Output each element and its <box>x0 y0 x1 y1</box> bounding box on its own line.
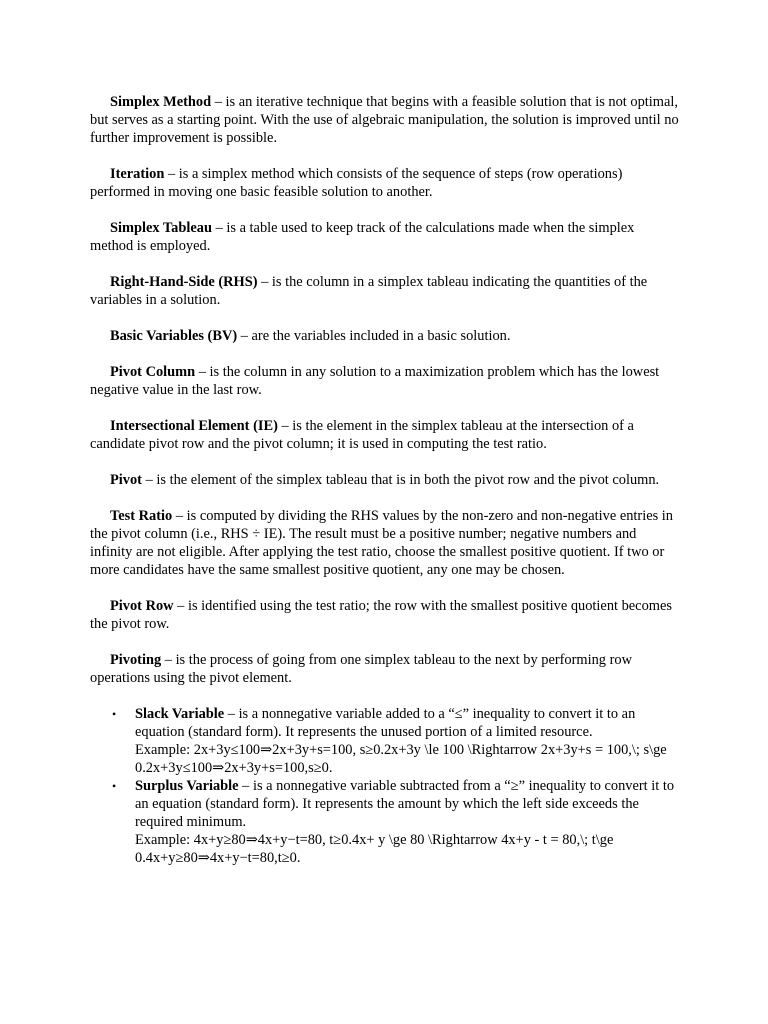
list-item-term: Slack Variable <box>135 706 225 722</box>
definition-paragraph <box>90 363 680 399</box>
definition-text: – is a table used to keep track of the calculations made when the simplex method is employed. <box>90 220 635 254</box>
definition-text: – is the element in the simplex tableau at the intersection of a candidate pivot row and the pivot column; it is used in computing the test ratio. <box>90 418 634 452</box>
definition-paragraph <box>90 471 680 489</box>
definition-term: Intersectional Element (IE) <box>110 418 278 434</box>
definition-paragraph <box>90 597 680 633</box>
definition-text: – are the variables included in a basic solution. <box>237 328 511 344</box>
definition-text: – is the column in any solution to a maximization problem which has the lowest negative value in the last row. <box>90 364 660 398</box>
definition-paragraph <box>90 93 680 147</box>
definition-term: Simplex Method <box>110 94 212 110</box>
definition-text: – is the process of going from one simplex tableau to the next by performing row operations using the pivot element. <box>90 652 632 686</box>
list-item-term: Surplus Variable <box>135 778 239 794</box>
list-item-text: – is a nonnegative variable added to a “≤” inequality to convert it to an equation (standard form). It represents the unused portion of a limited resource. <box>135 706 636 740</box>
definition-term: Simplex Tableau <box>110 220 212 236</box>
definition-term: Iteration <box>110 166 165 182</box>
definition-term: Test Ratio <box>110 508 173 524</box>
list-item <box>90 777 680 867</box>
document-body <box>90 93 680 867</box>
definition-paragraph <box>90 507 680 579</box>
list-item-example: Example: 2x+3y≤100⇒2x+3y+s=100, s≥0.2x+3y \le 100 \Rightarrow 2x+3y+s = 100,\; s\ge 0.2x+3y≤100⇒2x+3y+s=100,s≥0. <box>135 742 667 776</box>
definition-term: Pivoting <box>110 652 162 668</box>
definition-text: – is identified using the test ratio; the row with the smallest positive quotient becomes the pivot row. <box>90 598 672 632</box>
definition-paragraph <box>90 273 680 309</box>
definition-text: – is an iterative technique that begins with a feasible solution that is not optimal, but serves as a starting point. With the use of algebraic manipulation, the solution is improved until no further improvement is possible. <box>90 94 679 146</box>
definition-text: – is the column in a simplex tableau indicating the quantities of the variables in a solution. <box>90 274 648 308</box>
definition-paragraph <box>90 165 680 201</box>
definition-text: – is computed by dividing the RHS values by the non-zero and non-negative entries in the pivot column (i.e., RHS ÷ IE). The result must be a positive number; negative numbers and infinity are not eligible. After applying the test ratio, choose the smallest positive quotient. If two or more candidates have the same smallest positive quotient, any one may be chosen. <box>90 508 674 578</box>
definition-paragraph <box>90 651 680 687</box>
definition-paragraph <box>90 417 680 453</box>
definition-paragraph <box>90 327 680 345</box>
variable-list <box>90 705 680 867</box>
definition-term: Pivot Row <box>110 598 174 614</box>
definition-text: – is the element of the simplex tableau that is in both the pivot row and the pivot column. <box>141 472 660 488</box>
definition-paragraph <box>90 219 680 255</box>
list-item-example: Example: 4x+y≥80⇒4x+y−t=80, t≥0.4x+ y \ge 80 \Rightarrow 4x+y - t = 80,\; t\ge 0.4x+y≥80⇒4x+y−t=80,t≥0. <box>135 832 614 866</box>
bullet-icon: • <box>112 779 117 793</box>
definition-text: – is a simplex method which consists of the sequence of steps (row operations) performed in moving one basic feasible solution to another. <box>90 166 623 200</box>
list-item <box>90 705 680 777</box>
definition-term: Basic Variables (BV) <box>110 328 238 344</box>
definition-term: Pivot <box>110 472 142 488</box>
list-item-text: – is a nonnegative variable subtracted from a “≥” inequality to convert it to an equation (standard form). It represents the amount by which the left side exceeds the required minimum. <box>135 778 675 830</box>
definition-term: Pivot Column <box>110 364 196 380</box>
definition-term: Right-Hand-Side (RHS) <box>110 274 258 290</box>
bullet-icon: • <box>112 707 117 721</box>
